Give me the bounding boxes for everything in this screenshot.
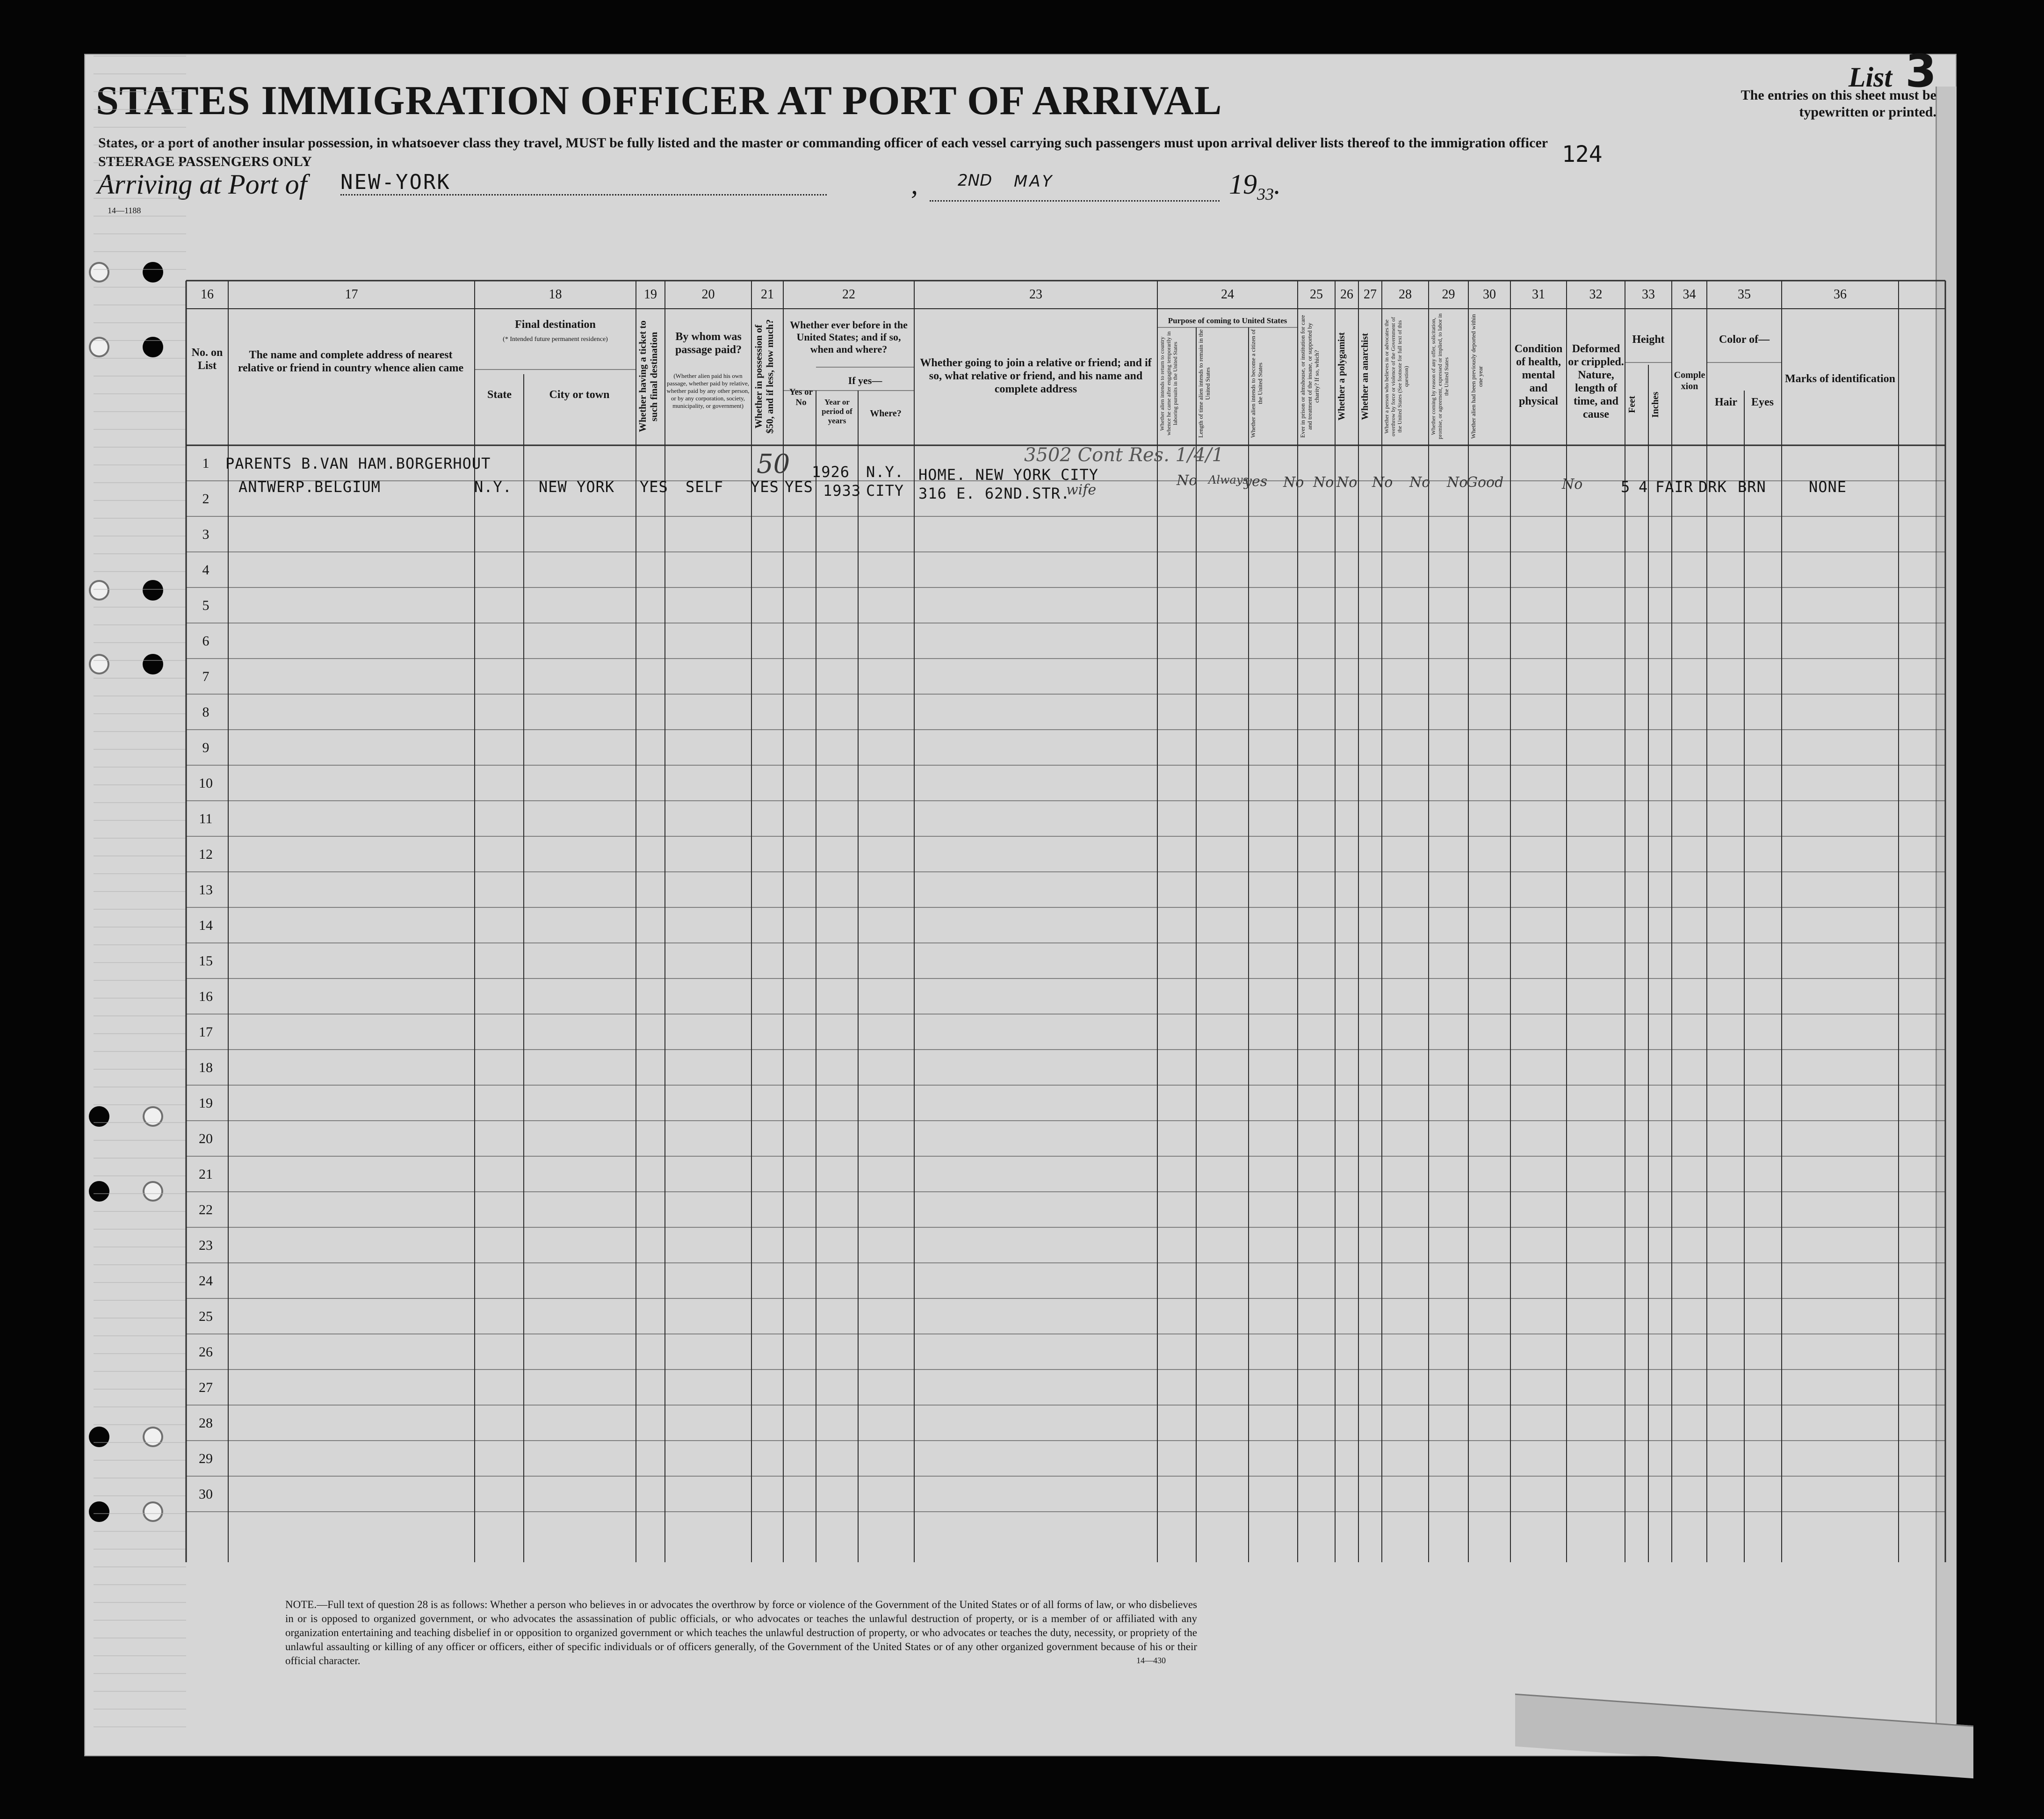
health-value: Good	[1466, 474, 1504, 491]
row-number: 16	[199, 989, 213, 1004]
money-handwritten: 50	[757, 449, 790, 479]
arrival-year: $19_{33}$.	[1229, 169, 1281, 203]
citizen-value: yes	[1244, 473, 1268, 490]
col-22-if-yes: If yes—	[848, 375, 882, 386]
list-label: List	[1848, 62, 1892, 93]
join-line2: 316 E. 62ND.STR.	[918, 485, 1070, 502]
row-number: 2	[202, 491, 209, 507]
money-value: YES	[751, 478, 779, 496]
col-23-header: Whether going to join a relative or friend; and if so, what relative or friend, and his name and complete address	[920, 357, 1152, 395]
comma: ,	[911, 169, 918, 200]
row-number: 19	[199, 1095, 213, 1111]
col-25-header: Ever in prison or almshouse, or institution for care and treatment of the insane, or supported by charity? If so, which?	[1299, 315, 1320, 438]
overthrow-value: No	[1372, 474, 1393, 491]
footer-code: 14—430	[1136, 1656, 1166, 1665]
subtitle-text: States, or a port of another insular possession, in whatsoever class they travel, MUST be fully listed and the master or commanding officer of each vessel carrying such passengers must upon arrival deliver lists thereof to the immigration officer	[98, 135, 1548, 151]
row-number: 27	[199, 1380, 213, 1395]
row-number: 15	[199, 953, 213, 969]
row-number: 26	[199, 1344, 213, 1360]
col-27-number: 27	[1364, 287, 1377, 302]
row-number: 1	[202, 456, 209, 471]
before-in-us: YES	[785, 478, 813, 496]
col-22-number: 22	[842, 287, 855, 302]
row-number: 30	[199, 1486, 213, 1502]
row-number: 6	[202, 633, 209, 649]
ticket-value: YES	[640, 478, 668, 496]
arriving-label: Arriving at Port of	[97, 169, 307, 200]
col-16-header: No. on List	[191, 347, 223, 372]
join-line1: HOME. NEW YORK CITY	[918, 466, 1099, 484]
col-28-header: Whether a person who believes in or advocates the overthrow by force or violence of the Government of the United States (See footnote for full text of this question)	[1383, 317, 1409, 436]
col-26-header: Whether a polygamist	[1336, 332, 1347, 421]
col-29-header: Whether coming by reason of any offer, solicitation, promise, or agreement, expressed or implied, to labor in the United States	[1430, 313, 1450, 440]
row-number: 5	[202, 598, 209, 613]
row-number: 20	[199, 1131, 213, 1146]
col-21-number: 21	[761, 287, 774, 302]
relative-address-line1: PARENTS B.VAN HAM.BORGERHOUT	[225, 455, 491, 472]
height-feet: 5	[1621, 478, 1631, 496]
relative-address-line2: ANTWERP.BELGIUM	[238, 478, 381, 496]
col-23-number: 23	[1029, 287, 1042, 302]
year-prefix: 19	[1229, 169, 1257, 200]
passage-paid-by: SELF	[686, 478, 724, 496]
hair-value: DRK	[1698, 478, 1727, 496]
handwritten-annotation: 3502 Cont Res. 1/4/1	[1024, 444, 1224, 466]
col-36-header: Marks of identification	[1785, 373, 1895, 385]
col-30-number: 30	[1483, 287, 1496, 302]
typewritten-instruction: The entries on this sheet must be typewritten or printed.	[1741, 87, 1936, 120]
col-25-number: 25	[1310, 287, 1323, 302]
col-33-number: 33	[1642, 287, 1655, 302]
col-33-inches: Inches	[1650, 391, 1661, 418]
labor-value: No	[1409, 474, 1430, 491]
row-number: 21	[199, 1167, 213, 1182]
row-number: 24	[199, 1273, 213, 1289]
complexion-value: FAIR	[1655, 478, 1694, 496]
marks-value: NONE	[1809, 478, 1847, 496]
col-35-header: Color of—	[1719, 333, 1770, 346]
destination-state: N.Y.	[474, 478, 513, 496]
period-years-2: 1933	[823, 482, 861, 500]
where-2: CITY	[866, 482, 904, 500]
deported-value: No	[1447, 474, 1468, 491]
length-value: Always	[1208, 473, 1249, 486]
port-name: NEW-YORK	[340, 170, 827, 196]
return-value: No	[1177, 472, 1198, 489]
col-18-state: State	[487, 389, 512, 401]
list-number: 3	[1905, 45, 1936, 97]
row-number: 4	[202, 562, 209, 578]
col-22-yes-no: Yes or No	[789, 387, 813, 407]
period-years-1: 1926	[812, 463, 850, 481]
page-title: STATES IMMIGRATION OFFICER AT PORT OF ARRIVAL	[96, 78, 1222, 123]
col-29-number: 29	[1442, 287, 1455, 302]
col-16-number: 16	[201, 287, 214, 302]
polygamist-value: No	[1313, 474, 1334, 491]
col-24-header: Purpose of coming to United States	[1168, 316, 1287, 325]
row-number: 18	[199, 1060, 213, 1075]
where-1: N.Y.	[866, 463, 904, 481]
col-34-header: Complexion	[1674, 370, 1705, 391]
sheet-number: 124	[1562, 141, 1603, 167]
col-27-header: Whether an anarchist	[1360, 333, 1370, 420]
col-35-hair: Hair	[1715, 396, 1737, 408]
row-number: 8	[202, 704, 209, 720]
col-20-number: 20	[701, 287, 715, 302]
col-24-length: Length of time alien intends to remain in the United States	[1197, 329, 1211, 438]
destination-city: NEW YORK	[539, 478, 615, 496]
col-19-number: 19	[644, 287, 657, 302]
col-30-header: Whether alien had been previously deported within one year	[1470, 314, 1484, 439]
col-18-number: 18	[549, 287, 562, 302]
col-31-number: 31	[1532, 287, 1545, 302]
col-24-return: Whether alien intends to return to country whence he came after engaging temporarily in laboring pursuits in the United States	[1159, 331, 1178, 436]
row-number: 14	[199, 918, 213, 933]
col-26-number: 26	[1340, 287, 1353, 302]
row-number: 23	[199, 1238, 213, 1253]
anarchist-value: No	[1336, 474, 1358, 491]
row-number: 12	[199, 847, 213, 862]
col-20-note: (Whether alien paid his own passage, whether paid by relative, whether paid by any other person, or by any corporation, society, municipality, or government)	[666, 372, 750, 409]
steerage-label: STEERAGE PASSENGERS ONLY	[98, 154, 312, 169]
row-number: 9	[202, 740, 209, 755]
col-33-feet: Feet	[1627, 396, 1637, 413]
col-28-number: 28	[1399, 287, 1412, 302]
row-number: 22	[199, 1202, 213, 1217]
col-33-header: Height	[1632, 333, 1665, 346]
col-17-header: The name and complete address of nearest relative or friend in country whence alien came	[238, 349, 464, 374]
join-handwritten: wife	[1066, 482, 1097, 498]
eyes-value: BRN	[1738, 478, 1766, 496]
row-number: 28	[199, 1415, 213, 1431]
col-22-period: Year or period of years	[822, 398, 852, 425]
col-20-header: By whom was passage paid?	[675, 331, 742, 356]
row-number: 7	[202, 669, 209, 684]
col-32-number: 32	[1589, 287, 1603, 302]
footnote-question-28: NOTE.—Full text of question 28 is as follows: Whether a person who believes in or advocates the overthrow by force or violence of the Government of the United States or of all forms of law, or who disbelieves in or is opposed to organized government, or who advocates the assassination of public officials, or who advocates or teaches the unlawful destruction of property, or is a member of or affiliated with any organization entertaining and teaching disbelief in or opposition to organized government or which teaches the unlawful destruction of property, or who advocates or teaches the duty, necessity, or propriety of the unlawful assaulting or killing of any officer or officers, either of specific individuals or of officers generally, of the Government of the United States or of any other organized government because of his or their official character.	[285, 1599, 1197, 1667]
col-24-citizen: Whether alien intends to become a citizen of the United States	[1250, 329, 1264, 438]
row-number: 25	[199, 1309, 213, 1324]
form-code: 14—1188	[108, 206, 141, 215]
col-34-number: 34	[1683, 287, 1696, 302]
row-number: 11	[199, 811, 213, 826]
row-number: 10	[199, 775, 213, 791]
prison-value: No	[1283, 474, 1304, 491]
col-32-header: Deformed or crippled. Nature, length of time, and cause	[1568, 343, 1624, 420]
col-35-number: 35	[1738, 287, 1751, 302]
col-18-city: City or town	[549, 389, 610, 401]
col-17-number: 17	[345, 287, 358, 302]
col-22-header: Whether ever before in the United States; and if so, when and where?	[790, 319, 908, 355]
row-number: 29	[199, 1451, 213, 1466]
col-22-where: Where?	[870, 408, 902, 419]
deformed-value: No	[1562, 476, 1583, 493]
height-inches: 4	[1639, 478, 1648, 496]
col-35-eyes: Eyes	[1751, 396, 1774, 408]
col-18-header: Final destination	[515, 319, 596, 331]
col-18-note: (* Intended future permanent residence)	[503, 336, 608, 343]
col-24-number: 24	[1221, 287, 1234, 302]
row-number: 17	[199, 1024, 213, 1040]
col-36-number: 36	[1834, 287, 1847, 302]
row-number: 3	[202, 527, 209, 542]
col-31-header: Condition of health, mental and physical	[1514, 343, 1563, 407]
col-19-header: Whether having a ticket to such final destination	[637, 320, 659, 433]
year-suffix: 33	[1257, 185, 1274, 203]
arrival-day: 2ND	[958, 171, 992, 190]
arrival-month: MAY	[1014, 172, 1054, 191]
col-21-header: Whether in possession of $50, and if less, how much?	[753, 319, 775, 434]
row-number: 13	[199, 882, 213, 898]
